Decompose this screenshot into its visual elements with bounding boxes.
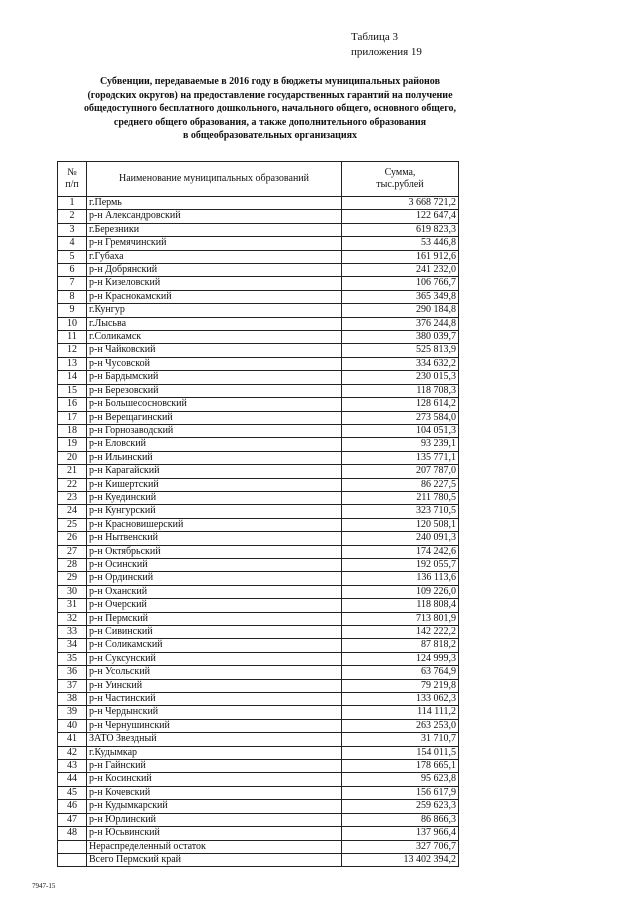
row-number: 13 — [58, 357, 87, 370]
row-name: р-н Сивинский — [87, 626, 342, 639]
row-sum: 104 051,3 — [342, 424, 459, 437]
row-sum: 95 623,8 — [342, 773, 459, 786]
row-name: ЗАТО Звездный — [87, 733, 342, 746]
table-row — [58, 210, 459, 223]
table-row — [58, 612, 459, 625]
row-sum: 230 015,3 — [342, 371, 459, 384]
row-sum: 135 771,1 — [342, 451, 459, 464]
table-row — [58, 465, 459, 478]
row-name: р-н Октябрьский — [87, 545, 342, 558]
row-name: р-н Горнозаводский — [87, 424, 342, 437]
row-name: р-н Гремячинский — [87, 237, 342, 250]
row-number: 1 — [58, 197, 87, 210]
table-row — [58, 773, 459, 786]
table-row — [58, 290, 459, 303]
row-name: р-н Кунгурский — [87, 505, 342, 518]
row-number: 18 — [58, 424, 87, 437]
table-row — [58, 733, 459, 746]
row-name: р-н Чусовской — [87, 357, 342, 370]
table-row — [58, 398, 459, 411]
row-number: 29 — [58, 572, 87, 585]
row-number: 10 — [58, 317, 87, 330]
table-row — [58, 693, 459, 706]
row-sum: 86 866,3 — [342, 813, 459, 826]
row-name: р-н Осинский — [87, 558, 342, 571]
row-name: Нераспределенный остаток — [87, 840, 342, 853]
row-name: г.Кунгур — [87, 304, 342, 317]
row-number: 19 — [58, 438, 87, 451]
row-number: 11 — [58, 331, 87, 344]
row-name: р-н Косинский — [87, 773, 342, 786]
table-row — [58, 572, 459, 585]
row-name: г.Березники — [87, 223, 342, 236]
table-row — [58, 371, 459, 384]
table-row — [58, 411, 459, 424]
row-number: 17 — [58, 411, 87, 424]
row-sum: 86 227,5 — [342, 478, 459, 491]
row-name: Всего Пермский край — [87, 853, 342, 866]
row-sum: 290 184,8 — [342, 304, 459, 317]
row-number: 15 — [58, 384, 87, 397]
table-header-row — [58, 162, 459, 197]
row-number: 28 — [58, 558, 87, 571]
row-sum: 142 222,2 — [342, 626, 459, 639]
document-title — [50, 75, 490, 143]
table-row — [58, 760, 459, 773]
row-name: р-н Красновишерский — [87, 518, 342, 531]
row-name: р-н Оханский — [87, 585, 342, 598]
table-number: Таблица 3 — [351, 31, 399, 43]
row-sum: 273 584,0 — [342, 411, 459, 424]
table-row — [58, 304, 459, 317]
table-row — [58, 585, 459, 598]
row-sum: 136 113,6 — [342, 572, 459, 585]
row-sum: 137 966,4 — [342, 827, 459, 840]
table-row — [58, 478, 459, 491]
table-row — [58, 639, 459, 652]
row-number: 37 — [58, 679, 87, 692]
title-line: (городских округов) на предоставление государственных гарантий на получение — [87, 89, 453, 101]
row-name: г.Лысьва — [87, 317, 342, 330]
row-sum: 154 011,5 — [342, 746, 459, 759]
row-name: р-н Очерский — [87, 599, 342, 612]
summary-row — [58, 853, 459, 866]
row-number: 6 — [58, 264, 87, 277]
row-number: 40 — [58, 719, 87, 732]
row-number: 9 — [58, 304, 87, 317]
row-number: 31 — [58, 599, 87, 612]
row-name: р-н Уинский — [87, 679, 342, 692]
row-sum: 87 818,2 — [342, 639, 459, 652]
row-sum: 323 710,5 — [342, 505, 459, 518]
row-name: г.Губаха — [87, 250, 342, 263]
table-row — [58, 786, 459, 799]
row-number: 5 — [58, 250, 87, 263]
row-number: 34 — [58, 639, 87, 652]
row-number: 39 — [58, 706, 87, 719]
row-name: р-н Чердынский — [87, 706, 342, 719]
row-sum: 124 999,3 — [342, 652, 459, 665]
row-name: р-н Пермский — [87, 612, 342, 625]
row-name: р-н Большесосновский — [87, 398, 342, 411]
row-name: р-н Краснокамский — [87, 290, 342, 303]
header-number: № п/п — [58, 162, 87, 197]
row-sum: 263 253,0 — [342, 719, 459, 732]
row-name: р-н Добрянский — [87, 264, 342, 277]
row-sum: 63 764,9 — [342, 666, 459, 679]
table-row — [58, 264, 459, 277]
row-number: 8 — [58, 290, 87, 303]
table-row — [58, 357, 459, 370]
row-number: 41 — [58, 733, 87, 746]
row-number: 21 — [58, 465, 87, 478]
table-row — [58, 424, 459, 437]
row-number: 14 — [58, 371, 87, 384]
row-sum: 174 242,6 — [342, 545, 459, 558]
appendix-number: приложения 19 — [351, 46, 422, 58]
row-sum: 259 623,3 — [342, 800, 459, 813]
row-name: р-н Ильинский — [87, 451, 342, 464]
row-sum: 31 710,7 — [342, 733, 459, 746]
row-number: 4 — [58, 237, 87, 250]
row-sum: 192 055,7 — [342, 558, 459, 571]
row-sum: 211 780,5 — [342, 491, 459, 504]
row-name: р-н Соликамский — [87, 639, 342, 652]
row-number — [58, 853, 87, 866]
document-code: 7947-15 — [32, 882, 56, 890]
table-row — [58, 813, 459, 826]
row-sum: 525 813,9 — [342, 344, 459, 357]
row-sum: 118 708,3 — [342, 384, 459, 397]
row-number: 32 — [58, 612, 87, 625]
table-row — [58, 237, 459, 250]
table-row — [58, 518, 459, 531]
row-sum: 109 226,0 — [342, 585, 459, 598]
row-name: р-н Кишертский — [87, 478, 342, 491]
row-name: р-н Суксунский — [87, 652, 342, 665]
row-sum: 79 219,8 — [342, 679, 459, 692]
row-number: 22 — [58, 478, 87, 491]
table-row — [58, 652, 459, 665]
row-number: 43 — [58, 760, 87, 773]
row-number: 47 — [58, 813, 87, 826]
table-row — [58, 532, 459, 545]
row-name: г.Пермь — [87, 197, 342, 210]
row-number: 23 — [58, 491, 87, 504]
table-row — [58, 599, 459, 612]
row-name: р-н Верещагинский — [87, 411, 342, 424]
row-number: 20 — [58, 451, 87, 464]
row-sum: 133 062,3 — [342, 693, 459, 706]
row-number: 30 — [58, 585, 87, 598]
row-sum: 118 808,4 — [342, 599, 459, 612]
table-row — [58, 545, 459, 558]
row-name: г.Кудымкар — [87, 746, 342, 759]
row-name: р-н Юрлинский — [87, 813, 342, 826]
row-number: 12 — [58, 344, 87, 357]
subvention-table — [57, 161, 459, 867]
row-sum: 327 706,7 — [342, 840, 459, 853]
table-body — [58, 197, 459, 867]
row-sum: 240 091,3 — [342, 532, 459, 545]
row-number: 16 — [58, 398, 87, 411]
row-number: 35 — [58, 652, 87, 665]
table-row — [58, 505, 459, 518]
row-name: р-н Усольский — [87, 666, 342, 679]
table-row — [58, 666, 459, 679]
table-row — [58, 250, 459, 263]
row-sum: 207 787,0 — [342, 465, 459, 478]
row-sum: 380 039,7 — [342, 331, 459, 344]
row-sum: 13 402 394,2 — [342, 853, 459, 866]
row-sum: 128 614,2 — [342, 398, 459, 411]
table-row — [58, 800, 459, 813]
row-sum: 156 617,9 — [342, 786, 459, 799]
table-row — [58, 317, 459, 330]
title-line: среднего общего образования, а также дополнительного образования — [113, 116, 427, 128]
row-name: р-н Нытвенский — [87, 532, 342, 545]
table-row — [58, 719, 459, 732]
row-number: 25 — [58, 518, 87, 531]
table-row — [58, 223, 459, 236]
table-row — [58, 438, 459, 451]
row-name: р-н Гайнский — [87, 760, 342, 773]
row-name: р-н Ординский — [87, 572, 342, 585]
row-number: 27 — [58, 545, 87, 558]
row-name: р-н Чернушинский — [87, 719, 342, 732]
row-number: 45 — [58, 786, 87, 799]
row-name: р-н Юсьвинский — [87, 827, 342, 840]
table-row — [58, 706, 459, 719]
row-number: 33 — [58, 626, 87, 639]
row-number: 24 — [58, 505, 87, 518]
row-name: р-н Кизеловский — [87, 277, 342, 290]
row-number: 38 — [58, 693, 87, 706]
title-line: общедоступного бесплатного дошкольного, начального общего, основного общего, — [83, 103, 457, 114]
summary-row — [58, 840, 459, 853]
row-name: р-н Березовский — [87, 384, 342, 397]
row-number — [58, 840, 87, 853]
table-row — [58, 746, 459, 759]
row-number: 36 — [58, 666, 87, 679]
row-name: р-н Чайковский — [87, 344, 342, 357]
row-number: 3 — [58, 223, 87, 236]
row-sum: 53 446,8 — [342, 237, 459, 250]
appendix-reference — [351, 30, 422, 60]
row-name: р-н Кочевский — [87, 786, 342, 799]
header-name: Наименование муниципальных образований — [87, 162, 342, 197]
table-row — [58, 451, 459, 464]
row-sum: 713 801,9 — [342, 612, 459, 625]
row-number: 42 — [58, 746, 87, 759]
row-sum: 334 632,2 — [342, 357, 459, 370]
row-number: 2 — [58, 210, 87, 223]
row-name: р-н Александровский — [87, 210, 342, 223]
row-sum: 365 349,8 — [342, 290, 459, 303]
row-number: 48 — [58, 827, 87, 840]
row-name: р-н Кудымкарский — [87, 800, 342, 813]
row-sum: 376 244,8 — [342, 317, 459, 330]
table-row — [58, 197, 459, 210]
table-row — [58, 331, 459, 344]
row-sum: 106 766,7 — [342, 277, 459, 290]
row-name: р-н Карагайский — [87, 465, 342, 478]
table-row — [58, 626, 459, 639]
table-row — [58, 491, 459, 504]
row-sum: 3 668 721,2 — [342, 197, 459, 210]
row-number: 7 — [58, 277, 87, 290]
row-name: р-н Частинский — [87, 693, 342, 706]
table-row — [58, 827, 459, 840]
row-name: г.Соликамск — [87, 331, 342, 344]
row-sum: 241 232,0 — [342, 264, 459, 277]
header-sum: Сумма, тыс.рублей — [342, 162, 459, 197]
row-sum: 161 912,6 — [342, 250, 459, 263]
row-name: р-н Еловский — [87, 438, 342, 451]
title-line: Субвенции, передаваемые в 2016 году в бюджеты муниципальных районов — [100, 76, 440, 87]
row-name: р-н Куединский — [87, 491, 342, 504]
table-row — [58, 344, 459, 357]
row-sum: 114 111,2 — [342, 706, 459, 719]
title-line: в общеобразовательных организациях — [182, 130, 358, 141]
table-row — [58, 558, 459, 571]
row-sum: 120 508,1 — [342, 518, 459, 531]
row-number: 26 — [58, 532, 87, 545]
row-sum: 619 823,3 — [342, 223, 459, 236]
table-row — [58, 384, 459, 397]
row-sum: 93 239,1 — [342, 438, 459, 451]
row-sum: 122 647,4 — [342, 210, 459, 223]
row-name: р-н Бардымский — [87, 371, 342, 384]
row-number: 46 — [58, 800, 87, 813]
table-row — [58, 679, 459, 692]
table-row — [58, 277, 459, 290]
row-sum: 178 665,1 — [342, 760, 459, 773]
row-number: 44 — [58, 773, 87, 786]
